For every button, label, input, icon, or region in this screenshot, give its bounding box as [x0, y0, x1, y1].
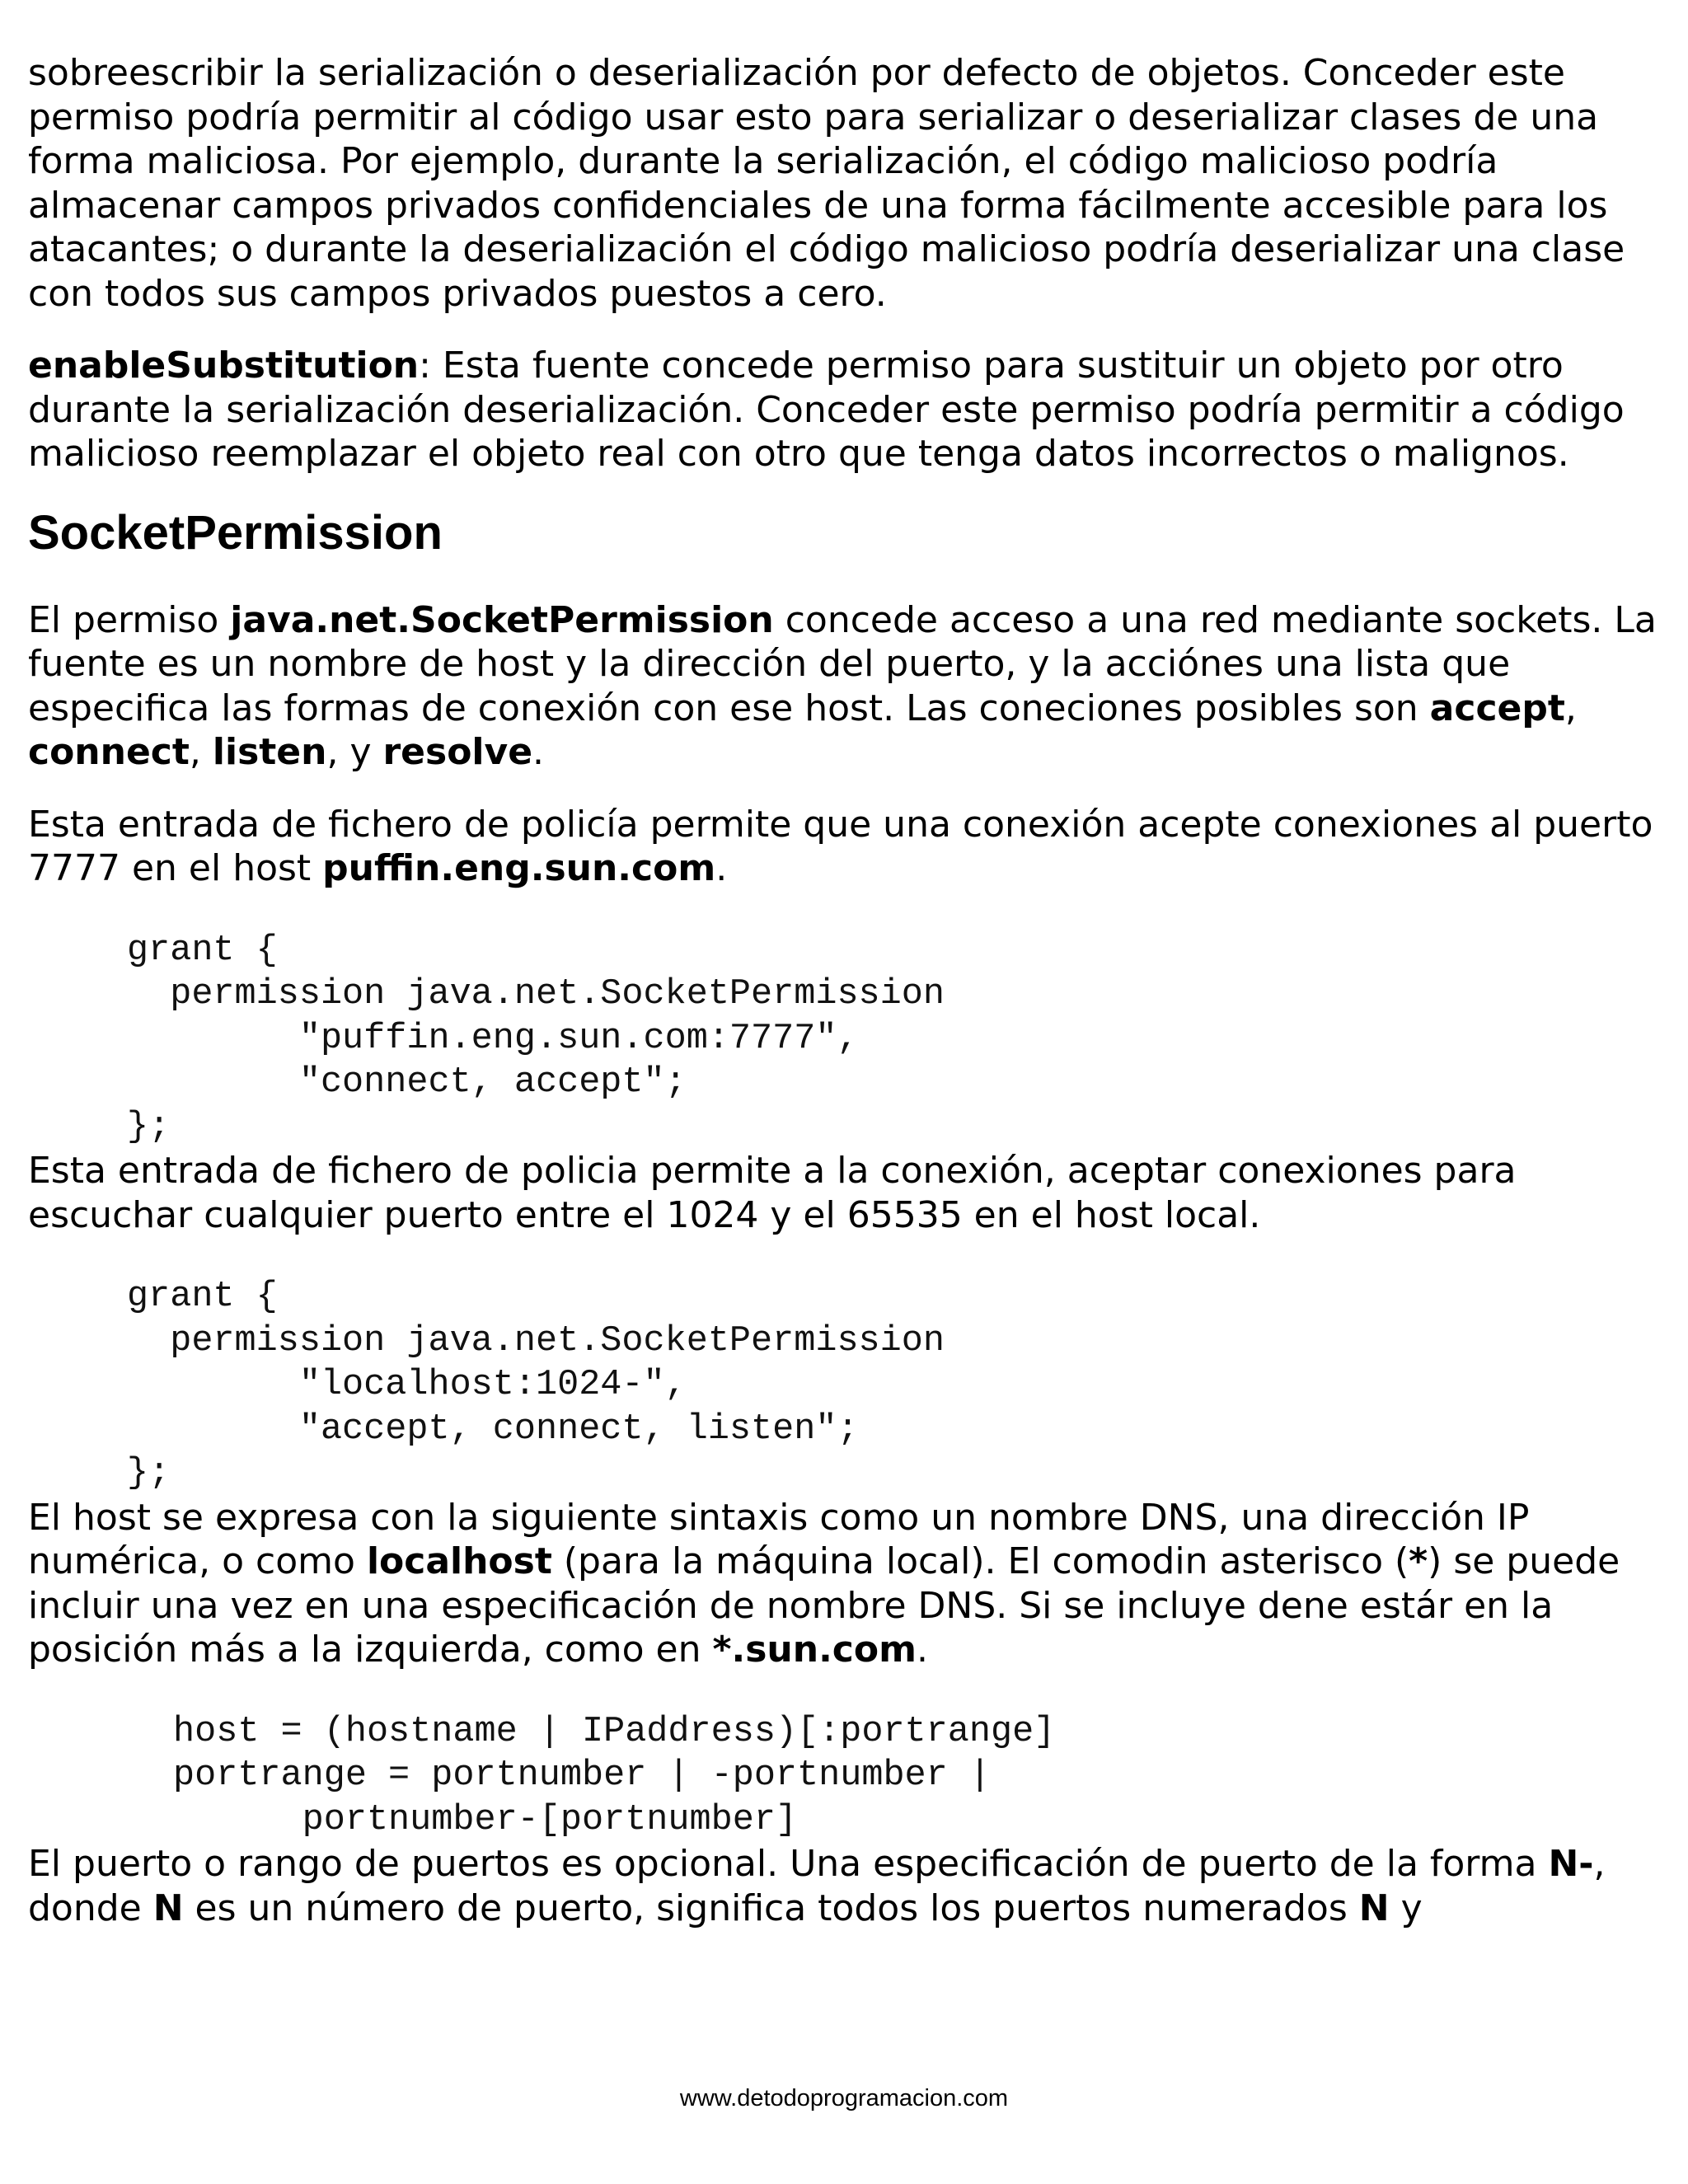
punctuation: .	[532, 731, 545, 773]
paragraph-serialization-override	[28, 51, 1668, 316]
paragraph-socket-permission-intro	[28, 598, 1668, 775]
keyword-localhost: localhost	[366, 1540, 552, 1582]
paragraph-text: y	[1389, 1886, 1423, 1929]
separator: ,	[1564, 687, 1577, 729]
action-listen: listen	[212, 731, 327, 773]
paragraph-port-range	[28, 1842, 1668, 1930]
section-heading: SocketPermission	[28, 505, 443, 560]
separator: , y	[326, 731, 383, 773]
action-accept: accept	[1429, 687, 1565, 729]
paragraph-policy-entry-localhost	[28, 1149, 1668, 1237]
port-symbol-n: N	[152, 1886, 184, 1929]
punctuation: .	[916, 1629, 928, 1671]
dns-example: *.sun.com	[712, 1629, 917, 1671]
paragraph-text: sobreescribir la serialización o deserialización por defecto de objetos. Conceder este permiso podría permitir al código usar esto para serializar o deserializar clases de una forma maliciosa. Por ejemplo, durante la serialización, el código malicioso podría almacenar campos privados confidenciales de una forma fácilmente accesible para los atacantes; o durante la deserialización el código malicioso podría deserializar una clase con todos sus campos privados puestos a cero.	[28, 52, 1625, 315]
wildcard-asterisk: *	[1409, 1540, 1428, 1582]
paragraph-text: es un número de puerto, significa todos los puertos numerados	[183, 1886, 1359, 1929]
port-symbol-n: N	[1358, 1886, 1390, 1929]
paragraph-text: Esta entrada de fichero de policía permite que una conexión acepte conexiones al puerto 7777 en el host	[28, 803, 1653, 889]
class-name-socket-permission: java.net.SocketPermission	[230, 598, 774, 641]
action-connect: connect	[28, 731, 190, 773]
port-form-n-minus: N-	[1548, 1843, 1594, 1885]
punctuation: .	[715, 847, 728, 889]
paragraph-policy-entry-puffin	[28, 803, 1668, 891]
paragraph-enable-substitution	[28, 344, 1668, 476]
paragraph-text: El host se expresa con la siguiente sintaxis como un nombre DNS, una dirección IP numérica, o como	[28, 1496, 1530, 1582]
paragraph-text: ) se puede incluir una vez en una especificación de nombre DNS. Si se incluye dene estár en la posición más a la izquierda, como en	[28, 1540, 1620, 1671]
paragraph-text: (para la máquina local). El comodin asterisco (	[551, 1540, 1409, 1582]
footer-website-url: www.detodoprogramacion.com	[679, 2085, 1009, 2111]
code-block-grant-localhost: grant { permission java.net.SocketPermission "localhost:1024-", "accept, connect, listen"; };	[127, 1277, 945, 1493]
code-block-host-grammar: host = (hostname | IPaddress)[:portrange] portrange = portnumber | -portnumber | portnumber-[portnumber]	[173, 1711, 1056, 1840]
separator: ,	[189, 731, 213, 773]
paragraph-text: El permiso	[28, 598, 231, 641]
action-resolve: resolve	[382, 731, 533, 773]
document-page	[28, 51, 1668, 1958]
paragraph-text: Esta entrada de fichero de policia permite a la conexión, aceptar conexiones para escuchar cualquier puerto entre el 1024 y el 65535 en el host local.	[28, 1150, 1517, 1236]
paragraph-text: , donde	[28, 1843, 1606, 1929]
paragraph-text: concede acceso a una red mediante sockets. La fuente es un nombre de host y la dirección del puerto, y la acciónes una lista que especifica las formas de conexión con ese host. Las coneciones posibles son	[28, 598, 1657, 729]
code-block-grant-puffin: grant { permission java.net.SocketPermission "puffin.eng.sun.com:7777", "connect, accept"; };	[127, 930, 945, 1147]
paragraph-host-syntax	[28, 1496, 1668, 1672]
paragraph-text: : Esta fuente concede permiso para sustituir un objeto por otro durante la serialización deserialización. Conceder este permiso podría permitir a código malicioso reemplazar el objeto real con otro que tenga datos incorrectos o malignos.	[28, 344, 1625, 475]
term-enable-substitution: enableSubstitution	[28, 344, 420, 387]
paragraph-text: El puerto o rango de puertos es opcional. Una especificación de puerto de la forma	[28, 1843, 1549, 1885]
host-name: puffin.eng.sun.com	[322, 847, 716, 889]
